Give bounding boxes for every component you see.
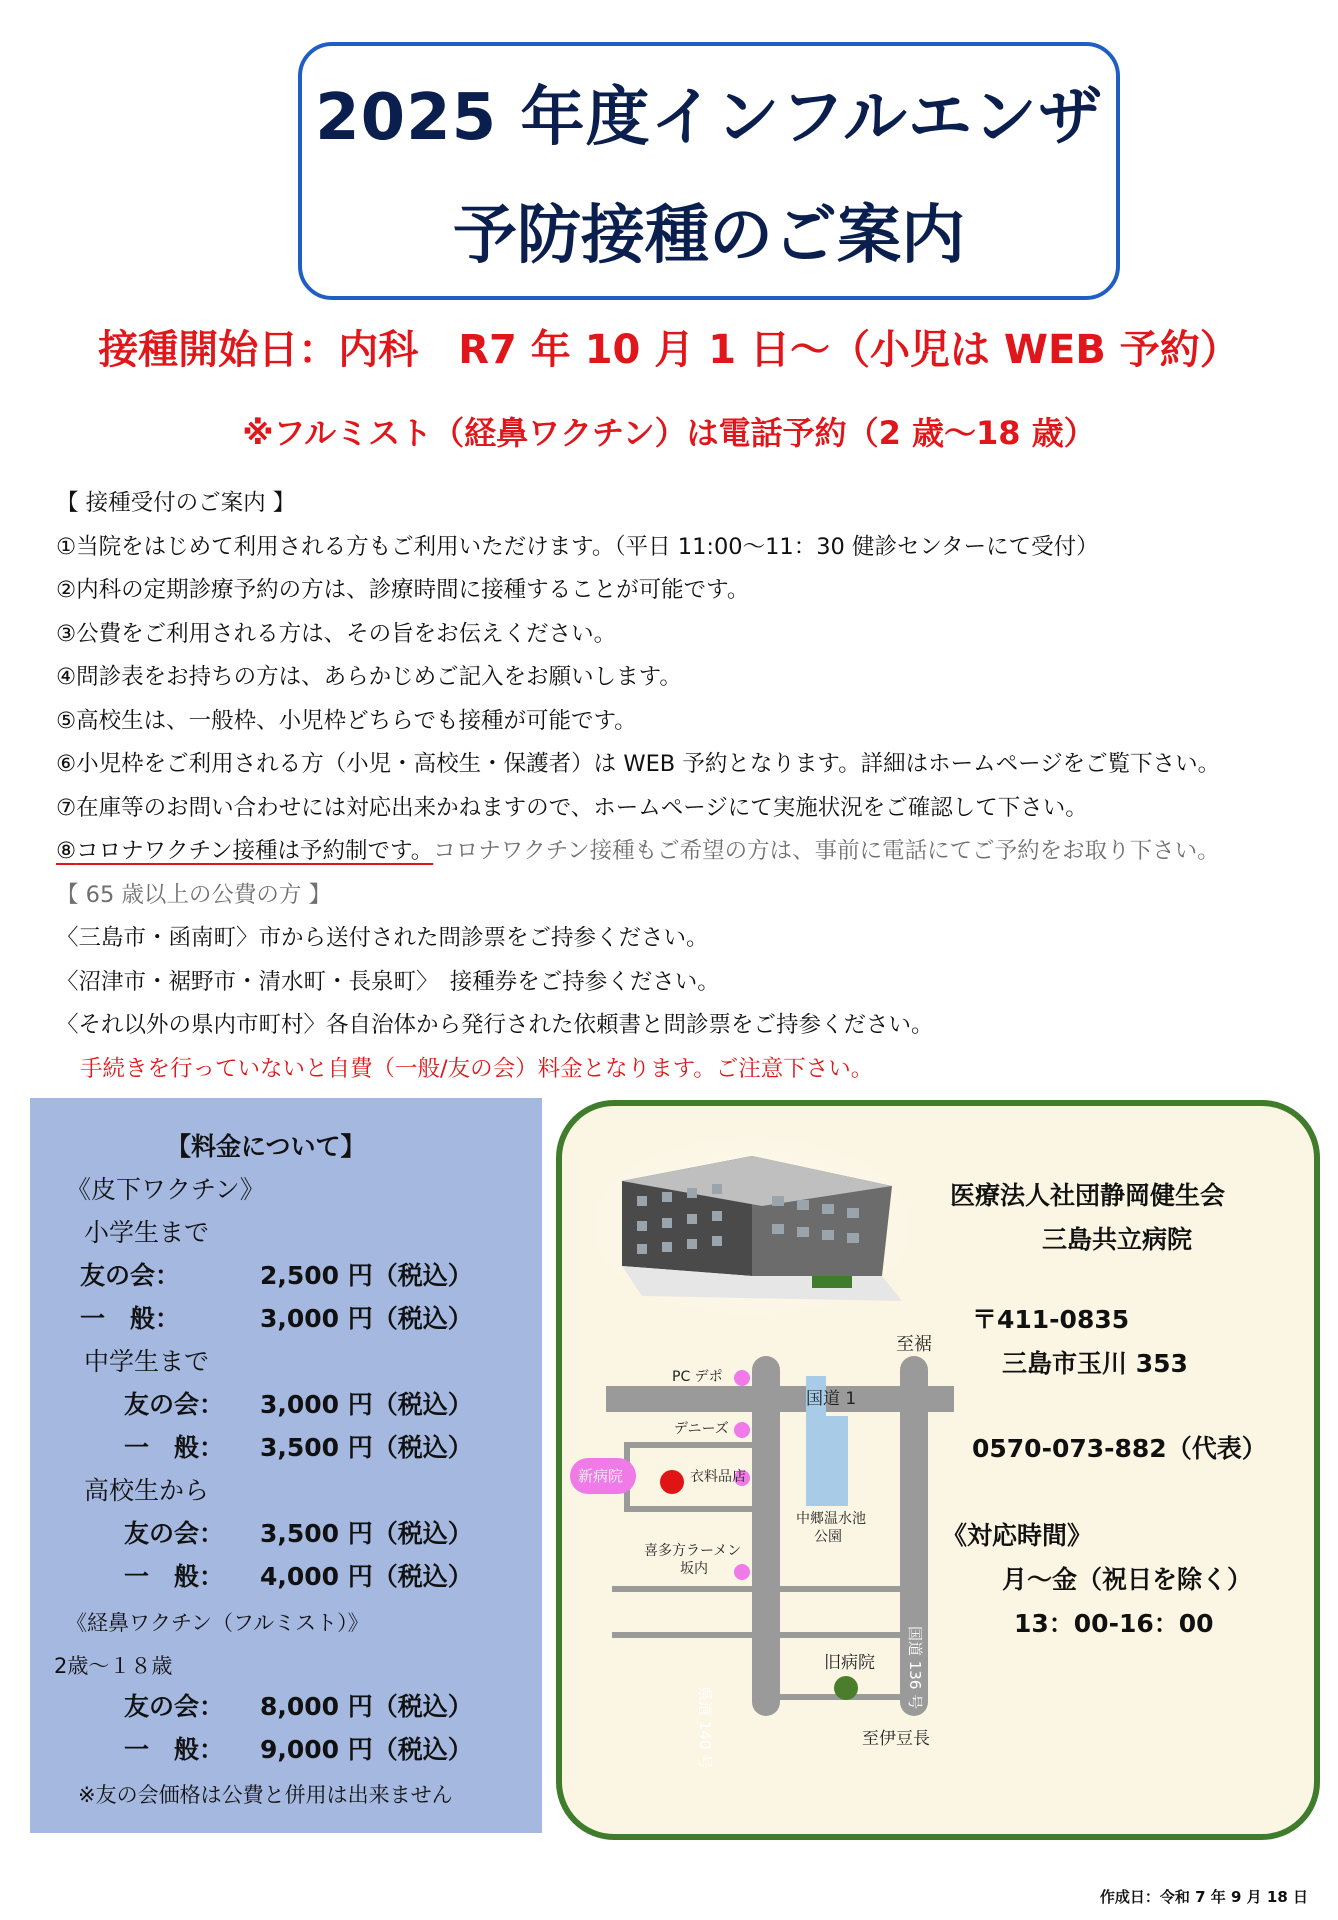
created-date: 作成日：令和 7 年 9 月 18 日 xyxy=(1099,1888,1308,1906)
old-hospital-marker xyxy=(834,1676,858,1700)
general-label: 一 般： xyxy=(124,1735,225,1764)
price-hs-general: 4,000 円（税込） xyxy=(260,1562,473,1591)
subcut-heading: 《皮下ワクチン》 xyxy=(66,1175,265,1204)
address: 三島市玉川 353 xyxy=(1002,1349,1188,1378)
reception-item: ④問診表をお持ちの方は、あらかじめご記入をお願いします。 xyxy=(56,664,682,690)
side-road xyxy=(624,1442,764,1448)
elementary-label: 小学生まで xyxy=(84,1218,210,1247)
public-item: 〈沼津市・裾野市・清水町・長泉町〉 接種券をご持参ください。 xyxy=(56,968,720,995)
park-label-1: 中郷温水池 xyxy=(796,1511,866,1527)
price-hs-member: 3,500 円（税込） xyxy=(260,1519,473,1548)
fee-note: ※友の会価格は公費と併用は出来ません xyxy=(78,1783,453,1807)
route-1-label: 国道 1 xyxy=(806,1389,857,1409)
reception-item-8 xyxy=(56,830,1326,874)
hospital-org: 医療法人社団静岡健生会 xyxy=(950,1181,1226,1210)
dennys-marker xyxy=(734,1422,750,1438)
general-label: 一 般： xyxy=(124,1433,225,1462)
reception-item: ⑤高校生は、一般枠、小児枠どちらでも接種が可能です。 xyxy=(56,707,637,734)
flumist-note: ※フルミスト（経鼻ワクチン）は電話予約（2 歳～18 歳） xyxy=(242,414,1096,452)
postal-code: 〒411-0835 xyxy=(972,1305,1130,1334)
nasal-age: 2歳～１８歳 xyxy=(54,1654,173,1678)
member-label: 友の会： xyxy=(80,1261,181,1290)
ramen-label-2: 坂内 xyxy=(680,1561,708,1577)
reception-section xyxy=(56,482,1326,1091)
side-road xyxy=(612,1586,912,1592)
dennys-label: デニーズ xyxy=(674,1421,729,1437)
new-hospital-label: 新病院 xyxy=(578,1467,624,1485)
member-label: 友の会： xyxy=(124,1692,225,1721)
to-susono-label: 至裾 xyxy=(896,1334,932,1355)
side-road xyxy=(612,1632,912,1638)
price-elem-general: 3,000 円（税込） xyxy=(260,1304,473,1333)
service-days: 月～金（祝日を除く） xyxy=(1002,1565,1253,1594)
pc-depot-label: PC デポ xyxy=(672,1369,723,1385)
reception-item: ⑥小児枠をご利用される方（小児・高校生・保護者）は WEB 予約となります。詳細はホームページをご覧下さい。 xyxy=(56,751,1221,777)
title-line-2: 予防接種のご案内 xyxy=(453,199,965,273)
map-roads xyxy=(606,1356,954,1716)
title-box xyxy=(298,42,1120,300)
reception-heading: 【 接種受付のご案内 】 xyxy=(56,490,296,516)
reception-item: ③公費をご利用される方は、その旨をお伝えください。 xyxy=(56,620,617,647)
hospital-name: 三島共立病院 xyxy=(1042,1225,1193,1254)
self-pay-warning: 手続きを行っていないと自費（一般/友の会）料金となります。ご注意下さい。 xyxy=(80,1055,874,1082)
price-nasal-member: 8,000 円（税込） xyxy=(260,1692,473,1721)
phone-number: 0570-073-882（代表） xyxy=(972,1434,1267,1463)
fee-heading: 【料金について】 xyxy=(166,1132,366,1161)
general-label: 一 般： xyxy=(80,1304,181,1333)
to-izunagaoka-label: 至伊豆長 xyxy=(862,1729,930,1749)
price-elem-member: 2,500 円（税込） xyxy=(260,1261,473,1290)
pref-road-140-label: 県道 140 号 xyxy=(696,1686,714,1770)
covid-note-underlined xyxy=(56,838,433,864)
member-label: 友の会： xyxy=(124,1390,225,1419)
start-date: 接種開始日：内科 R7 年 10 月 1 日～（小児は WEB 予約） xyxy=(98,327,1240,373)
reception-item: ①当院をはじめて利用される方もご利用いただけます。（平日 11:00～11：30 健診センターにて受付） xyxy=(56,533,1099,560)
public-heading: 【 65 歳以上の公費の方 】 xyxy=(56,881,332,908)
access-map xyxy=(562,1106,1320,1840)
title-line-1: 2025 年度インフルエンザ xyxy=(315,81,1103,155)
price-nasal-general: 9,000 円（税込） xyxy=(260,1735,473,1764)
old-hospital-label: 旧病院 xyxy=(824,1653,875,1673)
item8-number: ⑧ xyxy=(56,838,77,864)
covid-reservation-note: コロナワクチン接種は予約制です。 xyxy=(76,838,434,864)
hospital-info-box xyxy=(556,1100,1320,1840)
member-label: 友の会： xyxy=(124,1519,225,1548)
pc-depot-marker xyxy=(734,1370,750,1386)
hours-heading: 《対応時間》 xyxy=(942,1521,1093,1550)
public-item: 〈三島市・函南町〉市から送付された問診票をご持参ください。 xyxy=(56,925,709,951)
junior-label: 中学生まで xyxy=(84,1347,210,1376)
fee-box xyxy=(30,1098,542,1833)
hot-water-pond xyxy=(826,1416,848,1506)
ramen-marker xyxy=(734,1564,750,1580)
nasal-heading: 《経鼻ワクチン（フルミスト）》 xyxy=(66,1611,369,1635)
national-road-136-label: 国道 136 号 xyxy=(906,1626,924,1710)
pref-road-140 xyxy=(752,1356,780,1716)
reception-item: ⑦在庫等のお問い合わせには対応出来かねますので、ホームページにて実施状況をご確認して下さい。 xyxy=(56,794,1088,821)
park-label-2: 公園 xyxy=(814,1529,842,1545)
side-road xyxy=(624,1506,764,1512)
general-label: 一 般： xyxy=(124,1562,225,1591)
new-hospital-marker xyxy=(660,1470,684,1494)
reception-item: ②内科の定期診療予約の方は、診療時間に接種することが可能です。 xyxy=(56,577,750,603)
covid-extra-note: コロナワクチン接種もご希望の方は、事前に電話にてご予約をお取り下さい。 xyxy=(433,838,1220,864)
public-item: 〈それ以外の県内市町村〉各自治体から発行された依頼書と問診票をご持参ください。 xyxy=(56,1012,934,1038)
price-jr-member: 3,000 円（税込） xyxy=(260,1390,473,1419)
price-jr-general: 3,500 円（税込） xyxy=(260,1433,473,1462)
high-label: 高校生から xyxy=(84,1476,210,1505)
ramen-label-1: 喜多方ラーメン xyxy=(644,1543,742,1559)
service-hours: 13：00-16：00 xyxy=(1014,1609,1214,1638)
clothing-store-label: 衣料品店 xyxy=(690,1469,746,1485)
